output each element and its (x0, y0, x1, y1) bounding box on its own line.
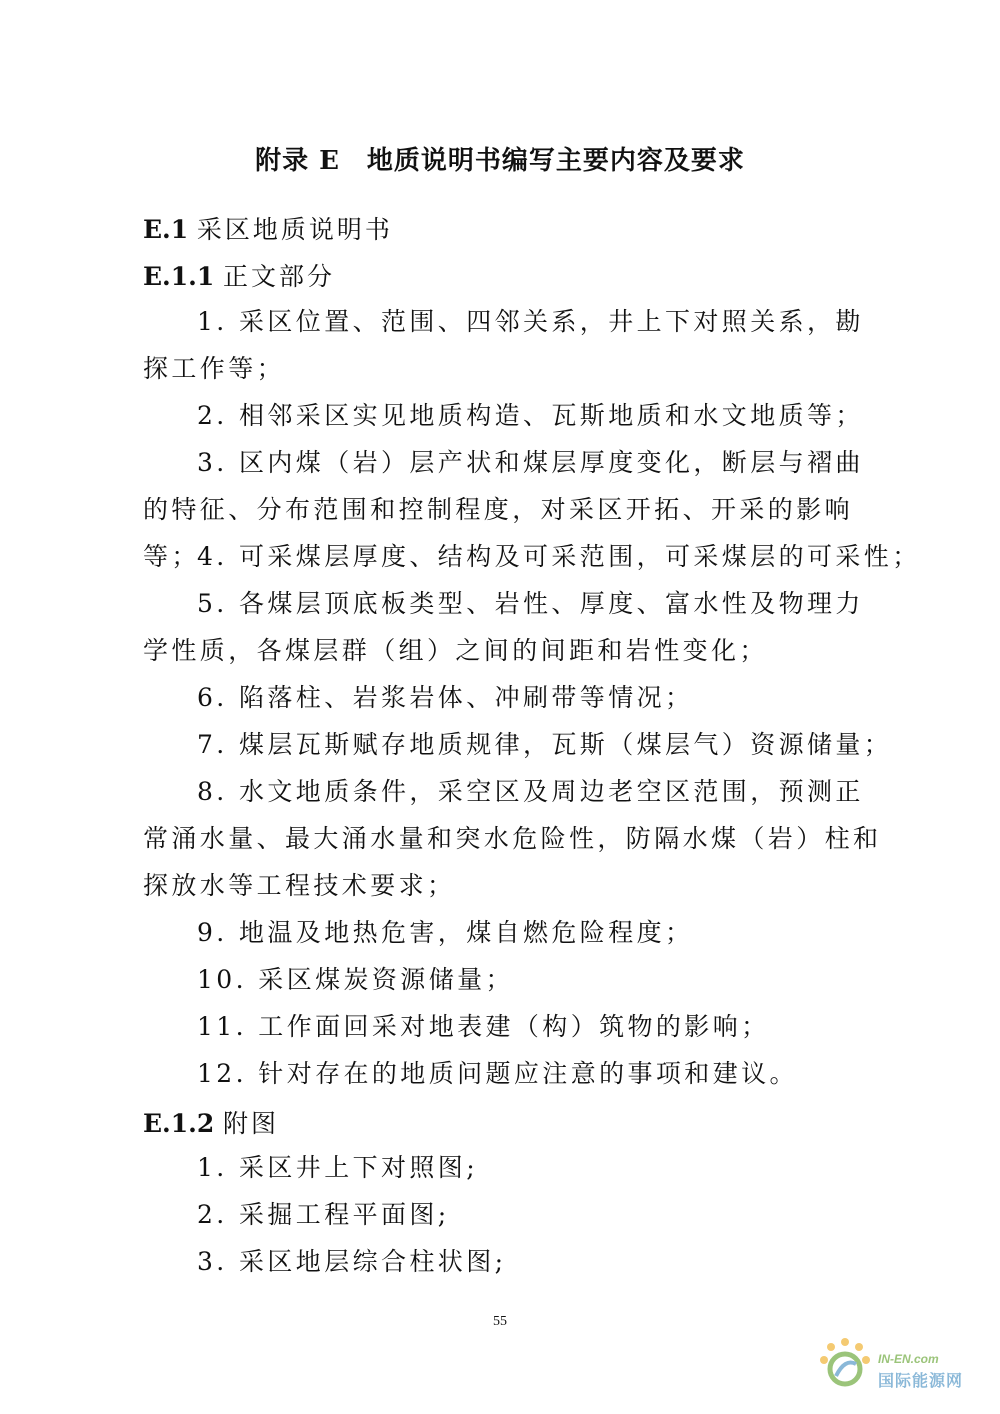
watermark (816, 1336, 966, 1396)
list-item: 8. 水文地质条件，采空区及周边老空区范围，预测正常涌水量、最大涌水量和突水危险性，防隔水煤（岩）柱和探放水等工程技术要求； (143, 777, 882, 900)
section-heading-e1-2 (143, 1104, 279, 1140)
list-item: 5. 各煤层顶底板类型、岩性、厚度、富水性及物理力学性质，各煤层群（组）之间的间距和岩性变化； (143, 589, 864, 665)
watermark-cn: 国际能源网 (878, 1371, 964, 1390)
section-label: 正文部分 (222, 262, 335, 291)
page-number: 55 (493, 1314, 507, 1329)
list-item: 2. 相邻采区实见地质构造、瓦斯地质和水文地质等； (197, 401, 864, 430)
list-item: 12. 针对存在的地质问题应注意的事项和建议。 (197, 1059, 798, 1088)
section-number: E.1.2 (143, 1109, 215, 1138)
list-item: 3. 区内煤（岩）层产状和煤层厚度变化，断层与褶曲的特征、分布范围和控制程度，对采区开拓、开采的影响等； (143, 448, 864, 571)
figure-list-item: 2. 采掘工程平面图; (197, 1200, 450, 1229)
list-item: 1. 采区位置、范围、四邻关系，井上下对照关系，勘探工作等； (143, 307, 864, 383)
list-item: 7. 煤层瓦斯赋存地质规律，瓦斯（煤层气）资源储量； (197, 730, 893, 759)
list-item: 9. 地温及地热危害，煤自燃危险程度； (197, 918, 694, 947)
list-item: 11. 工作面回采对地表建（构）筑物的影响； (197, 1012, 770, 1041)
section-number: E.1.1 (143, 262, 215, 291)
section-label: 采区地质说明书 (196, 215, 393, 244)
list-item: 10. 采区煤炭资源储量； (197, 965, 514, 994)
figure-list-item: 3. 采区地层综合柱状图; (197, 1247, 507, 1276)
section-number: E.1 (143, 215, 189, 244)
section-label: 附图 (222, 1109, 279, 1138)
list-item: 6. 陷落柱、岩浆岩体、冲刷带等情况； (197, 683, 694, 712)
list-item: 4. 可采煤层厚度、结构及可采范围，可采煤层的可采性； (197, 542, 921, 571)
watermark-en: IN-EN.com (878, 1352, 939, 1366)
sun-logo-icon (816, 1336, 874, 1394)
figure-list-item: 1. 采区井上下对照图; (197, 1153, 479, 1182)
page-title: 附录 E 地质说明书编写主要内容及要求 (255, 146, 745, 176)
section-heading-e1 (143, 210, 393, 246)
section-heading-e1-1 (143, 257, 335, 293)
